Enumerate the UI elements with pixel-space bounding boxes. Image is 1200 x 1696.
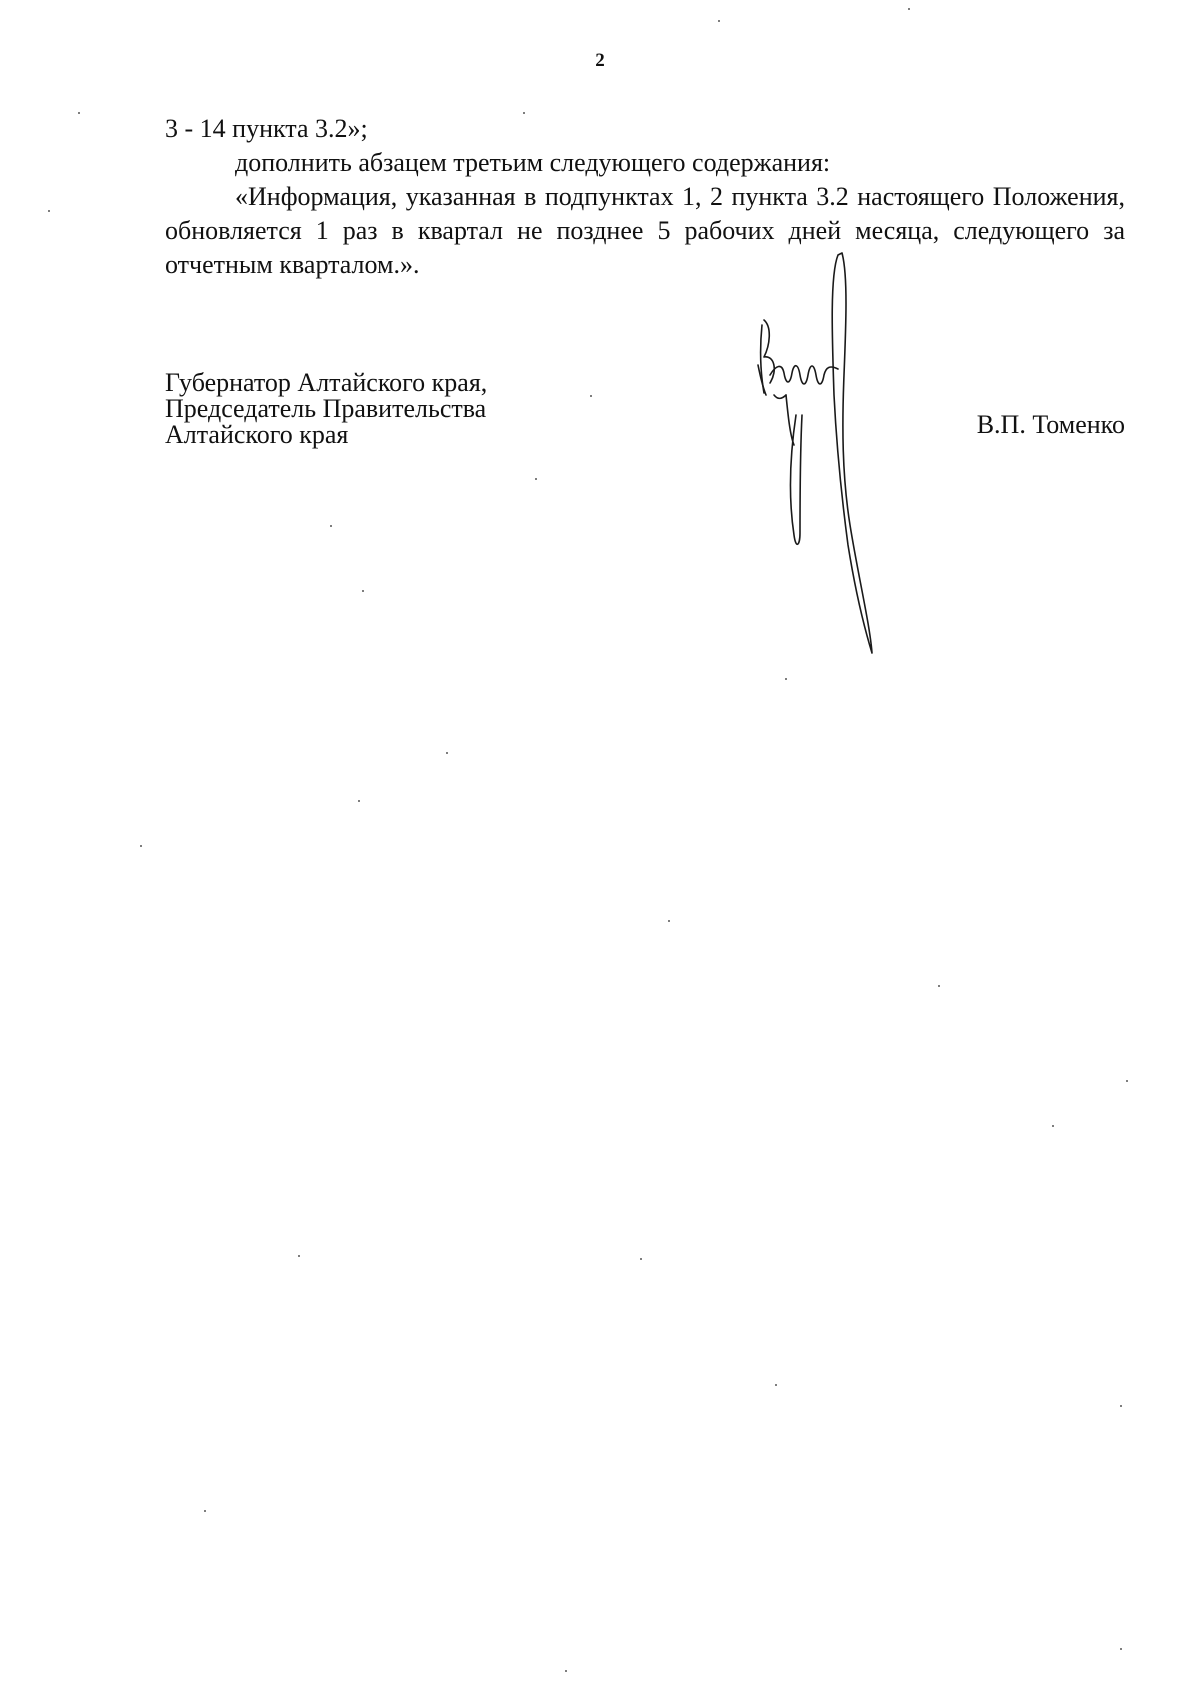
- body-line-1: 3 - 14 пункта 3.2»;: [165, 114, 368, 143]
- scan-speck: [668, 920, 670, 922]
- signatory-title-line-3: Алтайского края: [165, 420, 349, 449]
- scan-speck: [358, 800, 360, 802]
- scan-speck: [565, 1670, 567, 1672]
- scan-speck: [535, 478, 537, 480]
- signer-name: В.П. Томенко: [976, 410, 1125, 439]
- signatory-title: [165, 370, 487, 448]
- body-line-2: дополнить абзацем третьим следующего содержания:: [235, 148, 831, 177]
- scan-speck: [78, 112, 80, 114]
- scan-speck: [446, 752, 448, 754]
- scan-speck: [1126, 1080, 1128, 1082]
- scan-speck: [362, 590, 364, 592]
- scan-speck: [785, 678, 787, 680]
- scan-speck: [718, 20, 720, 22]
- scan-speck: [938, 985, 940, 987]
- scan-speck: [140, 845, 142, 847]
- signatory-title-line-2: Председатель Правительства: [165, 394, 487, 423]
- scan-speck: [908, 8, 910, 10]
- scan-speck: [330, 525, 332, 527]
- scan-speck: [523, 112, 525, 114]
- page-number: 2: [595, 50, 605, 71]
- scan-speck: [775, 1384, 777, 1386]
- scan-speck: [640, 1258, 642, 1260]
- scan-speck: [1052, 1125, 1054, 1127]
- scan-speck: [204, 1510, 206, 1512]
- scan-speck: [1120, 1648, 1122, 1650]
- scan-speck: [298, 1255, 300, 1257]
- handwritten-signature: [730, 245, 900, 665]
- body-paragraph-3: «Информация, указанная в подпунктах 1, 2 пункта 3.2 настоящего Положения, обновляется 1 раз в квартал не позднее 5 рабочих дней месяца, следующего за отчетным кварталом.».: [165, 182, 1125, 279]
- scan-speck: [590, 395, 592, 397]
- signatory-title-line-1: Губернатор Алтайского края,: [165, 368, 488, 397]
- scan-speck: [1120, 1405, 1122, 1407]
- scan-speck: [48, 210, 50, 212]
